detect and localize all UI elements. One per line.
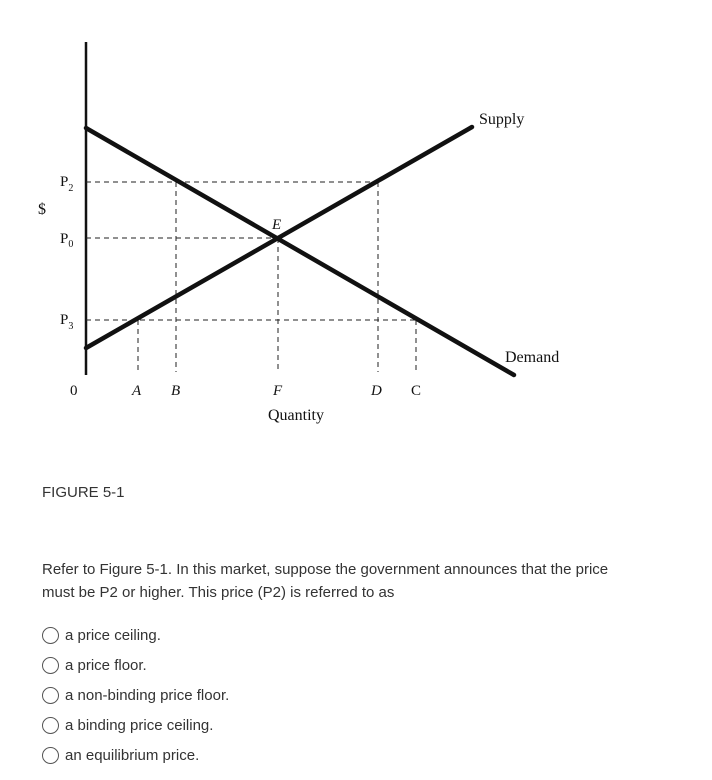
quantity-label-a: A	[132, 383, 142, 399]
price-label-p2: $P_2$	[60, 174, 74, 194]
answer-option-non-binding-price-floor[interactable]	[42, 680, 229, 710]
quantity-label-d: D	[371, 383, 382, 399]
price-label-p0: $P_0$	[60, 231, 74, 250]
answer-option-price-ceiling[interactable]	[42, 620, 229, 650]
answer-option-binding-price-ceiling[interactable]	[42, 710, 229, 740]
demand-label: Demand	[505, 349, 560, 366]
answer-option-price-floor[interactable]	[42, 650, 229, 680]
option-label: an equilibrium price.	[65, 746, 200, 764]
option-label: a binding price ceiling.	[65, 716, 214, 734]
equilibrium-label: E	[272, 217, 282, 233]
y-axis-label: $	[38, 201, 46, 218]
option-label: a non-binding price floor.	[65, 686, 230, 704]
quantity-label-f: F	[273, 383, 283, 399]
radio-button[interactable]	[42, 747, 59, 764]
radio-button[interactable]	[42, 717, 59, 734]
origin-label: 0	[70, 383, 78, 399]
radio-button[interactable]	[42, 627, 59, 644]
supply-label: Supply	[479, 111, 525, 128]
radio-button[interactable]	[42, 687, 59, 704]
question-text: Refer to Figure 5-1. In this market, suppose the government announces that the price must be P2 or higher. This price (P2) is referred to as	[42, 561, 609, 601]
radio-button[interactable]	[42, 657, 59, 674]
option-label: a price floor.	[65, 656, 147, 674]
figure-caption: FIGURE 5-1	[42, 484, 125, 501]
price-label-p3: $P_3$	[60, 312, 74, 332]
x-axis-label: Quantity	[268, 407, 324, 424]
demand-curve	[86, 128, 514, 375]
quantity-label-b: B	[171, 383, 181, 399]
answer-option-equilibrium-price[interactable]	[42, 740, 229, 770]
quantity-label-c: C	[411, 383, 422, 399]
answer-options	[42, 620, 229, 770]
option-label: a price ceiling.	[65, 626, 161, 644]
